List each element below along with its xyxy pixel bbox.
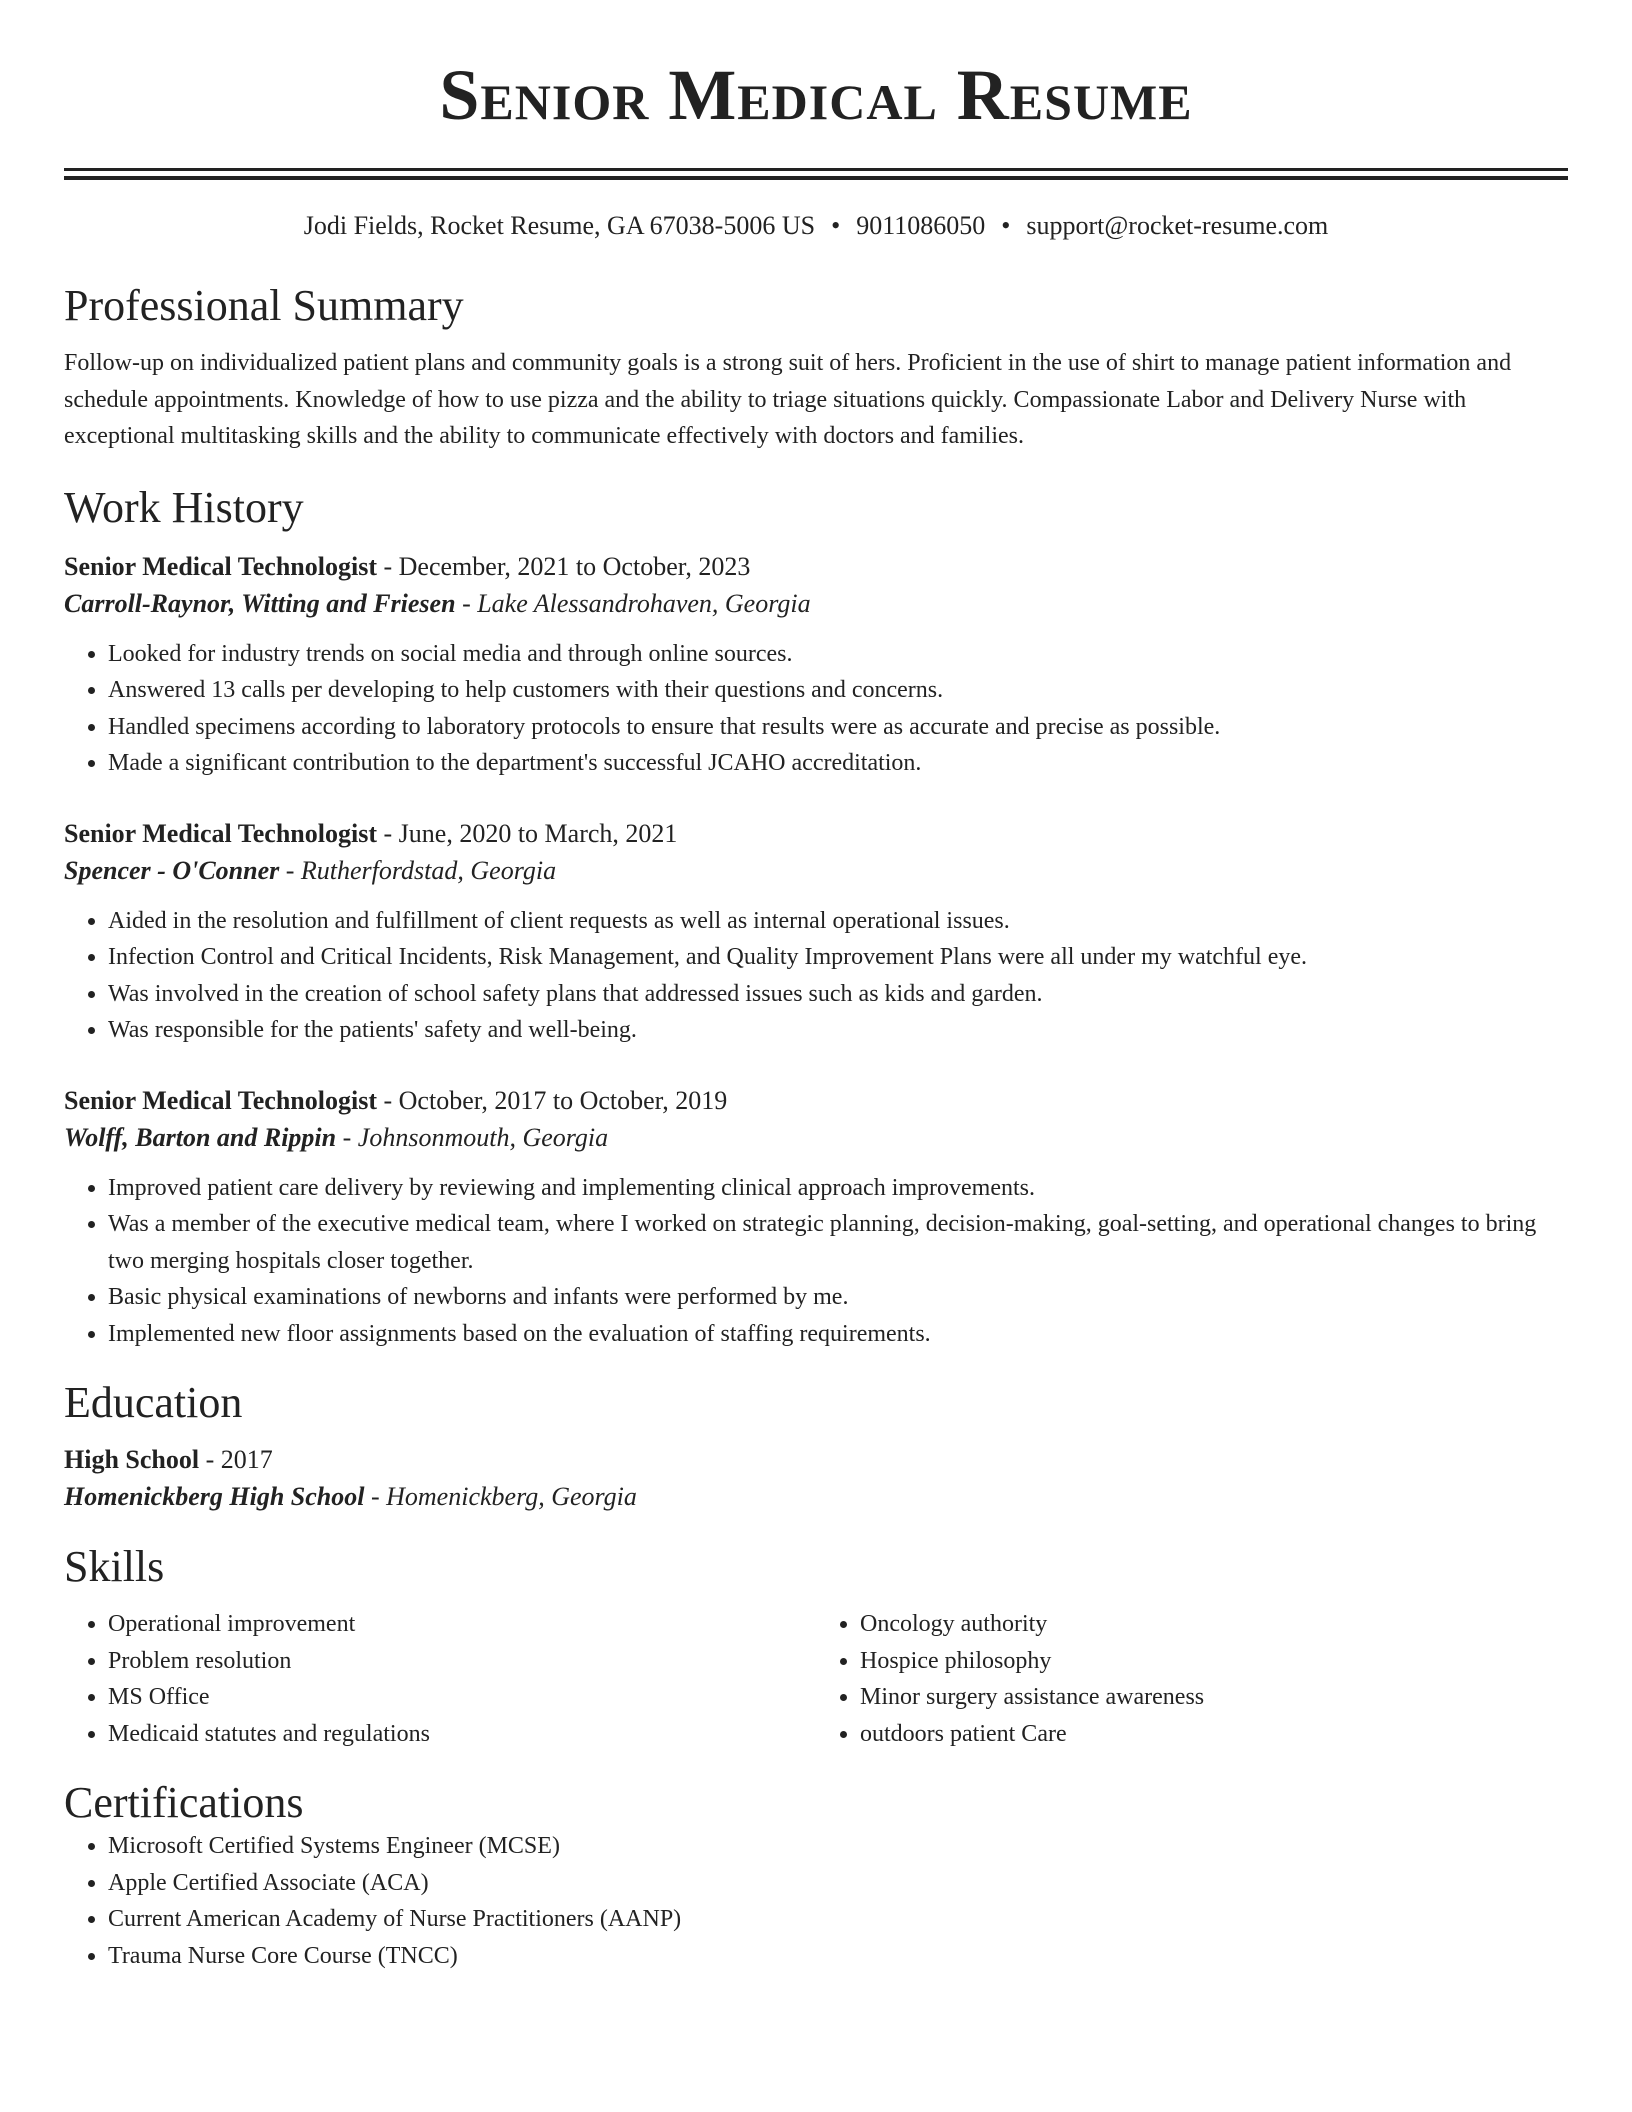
skill-item: • Oncology authority bbox=[860, 1606, 1568, 1643]
job-entry bbox=[64, 1083, 1568, 1353]
certifications-heading: Certifications bbox=[64, 1778, 304, 1827]
company-name: Carroll-Raynor, Witting and Friesen bbox=[64, 588, 456, 618]
contact-separator: • bbox=[1001, 211, 1011, 240]
skills-list-left bbox=[64, 1606, 816, 1752]
company-line bbox=[64, 1119, 1568, 1157]
job-bullet: • Aided in the resolution and fulfillment of client requests as well as internal operational issues. bbox=[108, 903, 1568, 940]
job-title: Senior Medical Technologist bbox=[64, 818, 377, 848]
job-bullet: • Was involved in the creation of school safety plans that addressed issues such as kids and garden. bbox=[108, 976, 1568, 1013]
skill-item: • Operational improvement bbox=[108, 1606, 816, 1643]
education-heading: Education bbox=[64, 1378, 243, 1427]
job-bullet: • Improved patient care delivery by reviewing and implementing clinical approach improvements. bbox=[108, 1170, 1568, 1207]
job-bullet: • Was a member of the executive medical team, where I worked on strategic planning, decision-making, goal-setting, and operational changes to bring two merging hospitals closer together. bbox=[108, 1206, 1568, 1279]
job-entry bbox=[64, 816, 1568, 1049]
skill-item: • Medicaid statutes and regulations bbox=[108, 1716, 816, 1753]
graduation-year: - 2017 bbox=[199, 1445, 273, 1474]
skill-item: • Minor surgery assistance awareness bbox=[860, 1679, 1568, 1716]
certification-item: • Trauma Nurse Core Course (TNCC) bbox=[108, 1938, 1568, 1975]
job-title-line bbox=[64, 1083, 1568, 1119]
contact-email: support@rocket-resume.com bbox=[1026, 211, 1329, 240]
degree: High School bbox=[64, 1445, 200, 1474]
company-line bbox=[64, 585, 1568, 623]
degree-line bbox=[64, 1442, 1568, 1478]
job-bullet: • Infection Control and Critical Incidents, Risk Management, and Quality Improvement Plans were all under my watchful eye. bbox=[108, 939, 1568, 976]
school-name: Homenickberg High School bbox=[64, 1482, 365, 1511]
skill-item: • Hospice philosophy bbox=[860, 1643, 1568, 1680]
certification-item: • Apple Certified Associate (ACA) bbox=[108, 1865, 1568, 1902]
job-bullet: • Looked for industry trends on social media and through online sources. bbox=[108, 636, 1568, 673]
summary-text: Follow-up on individualized patient plans and community goals is a strong suit of hers. Proficient in the use of shirt to manage patient information and schedule appointments. Knowledge of how to use pizza and the ability to triage situations quickly. Compassionate Labor and Delivery Nurse with exceptional multitasking skills and the ability to communicate effectively with doctors and families. bbox=[64, 350, 1512, 449]
job-dates: - December, 2021 to October, 2023 bbox=[377, 551, 751, 581]
job-title-line bbox=[64, 816, 1568, 852]
title-divider bbox=[64, 168, 1568, 180]
job-title: Senior Medical Technologist bbox=[64, 1085, 377, 1115]
contact-line bbox=[64, 211, 1568, 241]
job-bullet: • Answered 13 calls per developing to help customers with their questions and concerns. bbox=[108, 672, 1568, 709]
job-bullet: • Basic physical examinations of newborns and infants were performed by me. bbox=[108, 1279, 1568, 1316]
job-bullet: • Handled specimens according to laboratory protocols to ensure that results were as accurate and precise as possible. bbox=[108, 709, 1568, 746]
company-name: Spencer - O'Conner bbox=[64, 855, 280, 885]
skills-list-right bbox=[816, 1606, 1568, 1752]
job-bullets bbox=[64, 1170, 1568, 1353]
contact-separator: • bbox=[831, 211, 841, 240]
resume-title: Senior Medical Resume bbox=[439, 55, 1193, 135]
company-name: Wolff, Barton and Rippin bbox=[64, 1122, 337, 1152]
job-bullet: • Made a significant contribution to the department's successful JCAHO accreditation. bbox=[108, 745, 1568, 782]
skill-item: • Problem resolution bbox=[108, 1643, 816, 1680]
job-dates: - June, 2020 to March, 2021 bbox=[377, 818, 678, 848]
company-line bbox=[64, 852, 1568, 890]
job-title: Senior Medical Technologist bbox=[64, 551, 377, 581]
education-entry bbox=[64, 1442, 1568, 1516]
contact-address: Jodi Fields, Rocket Resume, GA 67038-5006 US bbox=[303, 211, 816, 240]
job-bullet: • Was responsible for the patients' safety and well-being. bbox=[108, 1012, 1568, 1049]
summary-heading: Professional Summary bbox=[64, 281, 464, 330]
school-location: - Homenickberg, Georgia bbox=[364, 1482, 637, 1511]
skills-heading: Skills bbox=[64, 1542, 165, 1591]
company-location: - Johnsonmouth, Georgia bbox=[336, 1122, 609, 1152]
certifications-list bbox=[64, 1828, 1568, 1974]
company-location: - Lake Alessandrohaven, Georgia bbox=[455, 588, 811, 618]
school-line bbox=[64, 1478, 1568, 1516]
job-dates: - October, 2017 to October, 2019 bbox=[377, 1085, 728, 1115]
certification-item: • Microsoft Certified Systems Engineer (MCSE) bbox=[108, 1828, 1568, 1865]
job-entry bbox=[64, 549, 1568, 782]
company-location: - Rutherfordstad, Georgia bbox=[279, 855, 557, 885]
skill-item: • MS Office bbox=[108, 1679, 816, 1716]
job-bullets bbox=[64, 903, 1568, 1049]
contact-phone: 9011086050 bbox=[856, 211, 986, 240]
certification-item: • Current American Academy of Nurse Practitioners (AANP) bbox=[108, 1901, 1568, 1938]
work-history-heading: Work History bbox=[64, 482, 304, 532]
job-bullet: • Implemented new floor assignments based on the evaluation of staffing requirements. bbox=[108, 1316, 1568, 1353]
skills-columns bbox=[64, 1606, 1568, 1752]
job-bullets bbox=[64, 636, 1568, 782]
job-title-line bbox=[64, 549, 1568, 585]
skill-item: • outdoors patient Care bbox=[860, 1716, 1568, 1753]
